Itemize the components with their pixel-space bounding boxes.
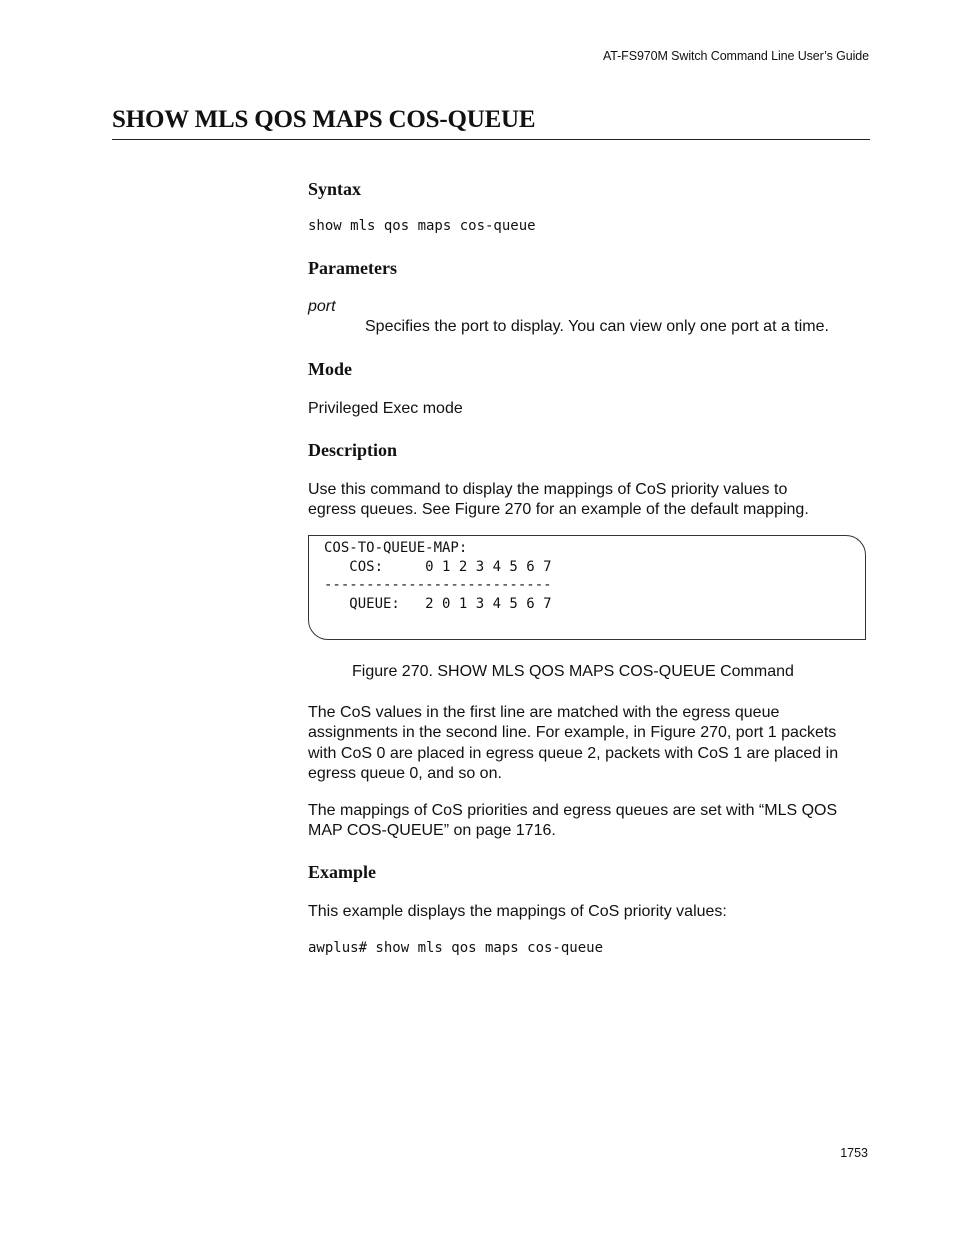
page-number: 1753 bbox=[840, 1146, 868, 1160]
figure-output-box bbox=[308, 535, 866, 640]
parameters-heading: Parameters bbox=[308, 258, 397, 278]
mode-text: Privileged Exec mode bbox=[308, 400, 463, 417]
parameter-description-port: Specifies the port to display. You can view only one port at a time. bbox=[365, 318, 829, 335]
parameter-name-port: port bbox=[308, 298, 336, 315]
description-paragraph-3-line: MAP COS-QUEUE” on page 1716. bbox=[308, 822, 556, 840]
description-paragraph-2-line: with CoS 0 are placed in egress queue 2, packets with CoS 1 are placed in bbox=[308, 744, 839, 762]
description-paragraph-2-line: egress queue 0, and so on. bbox=[308, 764, 502, 782]
figure-output-line: --------------------------- bbox=[324, 577, 552, 593]
description-paragraph-3-line: The mappings of CoS priorities and egress queues are set with “MLS QOS bbox=[308, 802, 838, 819]
description-heading: Description bbox=[308, 440, 397, 460]
example-heading: Example bbox=[308, 862, 377, 882]
title-rule bbox=[112, 139, 870, 140]
description-paragraph-2-line: assignments in the second line. For example, in Figure 270, port 1 packets bbox=[308, 724, 837, 742]
description-paragraph-1 bbox=[308, 480, 870, 521]
example-command: awplus# show mls qos maps cos-queue bbox=[308, 940, 604, 956]
figure-output-line: QUEUE: 2 0 1 3 4 5 6 7 bbox=[324, 596, 552, 612]
description-paragraph-3 bbox=[308, 801, 870, 842]
figure-output-line: COS: 0 1 2 3 4 5 6 7 bbox=[324, 559, 552, 575]
description-paragraph-2-line: The CoS values in the first line are matched with the egress queue bbox=[308, 704, 780, 721]
example-text: This example displays the mappings of CoS priority values: bbox=[308, 903, 727, 920]
syntax-command: show mls qos maps cos-queue bbox=[308, 218, 536, 234]
description-paragraph-2 bbox=[308, 703, 870, 784]
mode-heading: Mode bbox=[308, 359, 352, 379]
description-paragraph-1-line: egress queues. See Figure 270 for an example of the default mapping. bbox=[308, 501, 809, 519]
figure-caption: Figure 270. SHOW MLS QOS MAPS COS-QUEUE Command bbox=[352, 663, 794, 680]
figure-output-line: COS-TO-QUEUE-MAP: bbox=[324, 540, 468, 556]
syntax-heading: Syntax bbox=[308, 179, 362, 199]
page-title: SHOW MLS QOS MAPS COS-QUEUE bbox=[112, 106, 536, 133]
description-paragraph-1-line: Use this command to display the mappings of CoS priority values to bbox=[308, 481, 788, 498]
running-head: AT-FS970M Switch Command Line User’s Guide bbox=[602, 49, 869, 63]
